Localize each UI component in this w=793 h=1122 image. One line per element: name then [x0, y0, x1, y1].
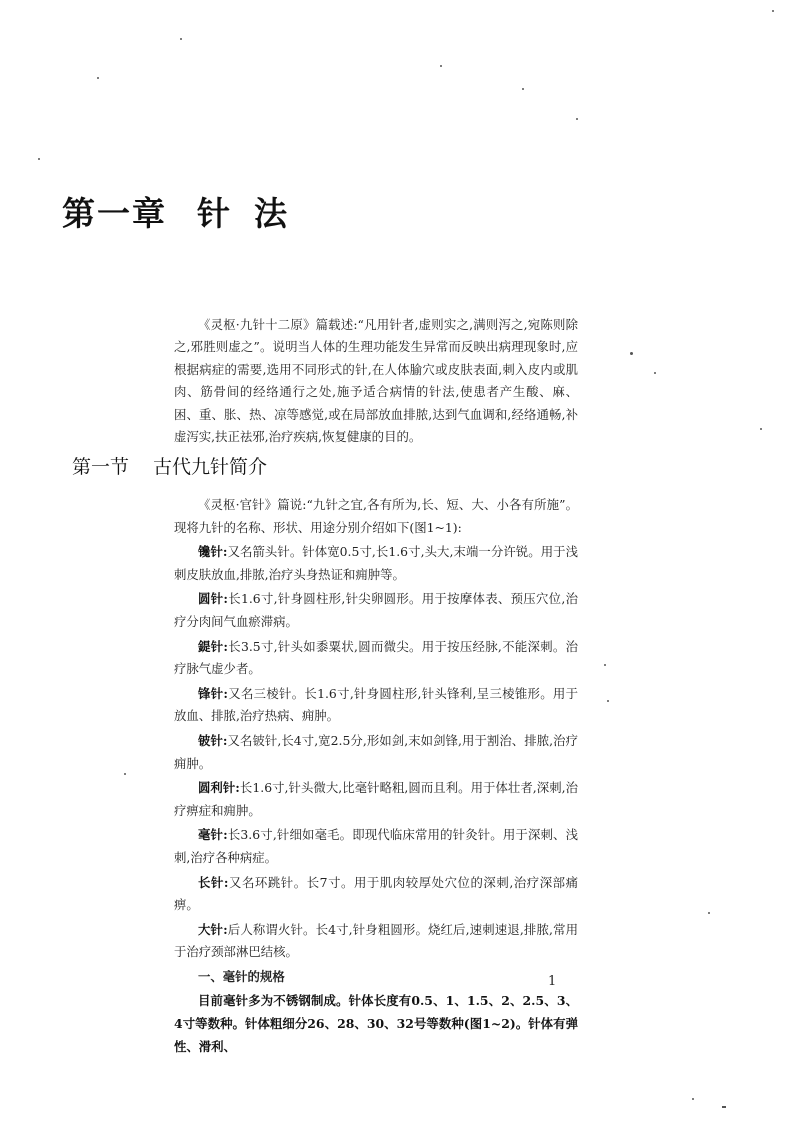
scan-speck — [630, 352, 633, 355]
section-number: 第一节 — [72, 456, 130, 478]
scan-speck — [97, 77, 99, 79]
paragraph: 大针:后人称谓火针。长4寸,针身粗圆形。烧红后,速刺速退,排脓,常用于治疗颈部淋巴结核。 — [174, 921, 579, 960]
paragraph: 长针:又名环跳针。长7寸。用于肌肉较厚处穴位的深刺,治疗深部痛痹。 — [174, 874, 578, 913]
scan-speck — [522, 88, 524, 90]
scan-speck — [607, 700, 609, 702]
chapter-title-char-2: 法 — [254, 194, 289, 233]
paragraph: 锋针:又名三棱针。长1.6寸,针身圆柱形,针头锋利,呈三棱锥形。用于放血、排脓,治疗热病、痈肿。 — [174, 685, 578, 724]
paragraph: 铍针:又名铍针,长4寸,宽2.5分,形如剑,末如剑锋,用于割治、排脓,治疗痈肿。 — [174, 732, 578, 771]
scan-speck — [38, 158, 40, 160]
chapter-title — [62, 188, 289, 235]
paragraph: 圆针:长1.6寸,针身圆柱形,针尖卵圆形。用于按摩体表、预压穴位,治疗分肉间气血瘀滞病。 — [174, 591, 578, 629]
paragraph: 圆利针:长1.6寸,针头微大,比毫针略粗,圆而且利。用于体壮者,深刺,治疗痹症和痈肿。 — [174, 780, 578, 818]
scan-speck — [124, 773, 126, 775]
page-number: 1 — [548, 974, 557, 989]
intro-paragraph: 《灵枢·九针十二原》篇载述:“凡用针者,虚则实之,满则泻之,宛陈则除之,邪胜则虚之”。说明当人体的生理功能发生异常而反映出病理现象时,应根据病症的需要,选用不同形式的针,在人体腧穴或皮肤表面,刺入皮内或肌肉、筋骨间的经络通行之处,施予适合病情的针法,使患者产生酸、麻、困、重、胀、热、凉等感觉,或在局部放血排脓,达到气血调和,经络通畅,补虚泻实,扶正祛邪,治疗疾病,恢复健康的目的。 — [174, 317, 578, 445]
section-heading: 古代九针简介 — [153, 456, 268, 478]
scan-speck — [576, 118, 578, 120]
section-title — [72, 452, 267, 479]
section-body — [174, 494, 578, 1060]
scan-speck — [440, 65, 442, 67]
scan-speck — [722, 1106, 726, 1108]
scan-speck — [180, 38, 182, 40]
paragraph: 目前毫针多为不锈钢制成。针体长度有0.5、1、1.5、2、2.5、3、4寸等数种。针体粗细分26、28、30、32号等数种(图1~2)。针体有弹性、滑利、 — [174, 993, 578, 1054]
paragraph: 毫针:长3.6寸,针细如毫毛。即现代临床常用的针灸针。用于深刺、浅刺,治疗各种病症。 — [174, 827, 578, 865]
scan-speck — [760, 428, 762, 430]
paragraph: 鍉针:长3.5寸,针头如黍粟状,圆而微尖。用于按压经脉,不能深刺。治疗脉气虚少者。 — [174, 638, 578, 677]
paragraph: 《灵枢·官针》篇说:“九针之宜,各有所为,长、短、大、小各有所施”。现将九针的名称、形状、用途分别介绍如下(图1~1): — [174, 497, 578, 535]
chapter-title-char-1: 针 — [197, 194, 232, 233]
paragraph: 镵针:又名箭头针。针体宽0.5寸,长1.6寸,头大,末端一分许锐。用于浅刺皮肤放血,排脓,治疗头身热证和痈肿等。 — [174, 544, 579, 582]
subsection-heading: 一、毫针的规格 — [198, 968, 285, 984]
scan-speck — [692, 1098, 694, 1100]
scan-speck — [604, 664, 606, 666]
scan-speck — [708, 912, 710, 914]
scan-speck — [772, 10, 774, 12]
chapter-number: 第一章 — [62, 194, 167, 233]
scan-speck — [654, 372, 656, 374]
